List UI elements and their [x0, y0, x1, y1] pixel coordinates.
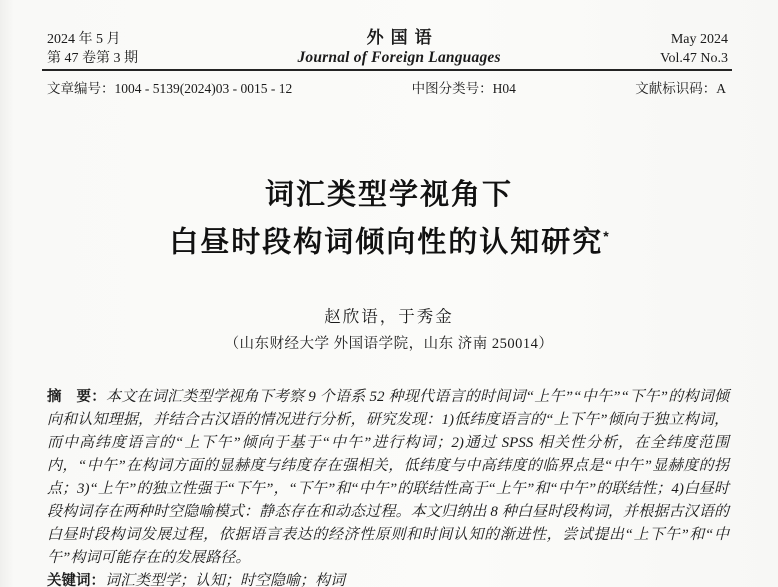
keywords-text: 词汇类型学；认知；时空隐喻；构词 — [105, 573, 346, 587]
clc-number-value: H04 — [492, 81, 516, 96]
title-footnote-mark: * — [603, 228, 609, 244]
article-number-value: 1004 - 5139(2024)03 - 0015 - 12 — [114, 81, 293, 96]
journal-date-cn: 2024 年 5 月 — [47, 32, 121, 47]
keywords-label: 关键词： — [47, 573, 105, 587]
paper-title-line2: 白昼时段构词倾向性的认知研究 — [169, 226, 604, 259]
clc-number-label: 中图分类号： — [411, 81, 493, 96]
document-code-value: A — [716, 81, 726, 96]
journal-volume-cn: 第 47 卷第 3 期 — [47, 51, 138, 66]
abstract-label: 摘 要： — [47, 389, 106, 405]
affiliation: （山东财经大学 外国语学院，山东 济南 250014） — [224, 336, 554, 352]
clc-number — [412, 80, 516, 98]
journal-header-left — [47, 30, 138, 68]
document-code-label: 文献标识码： — [635, 81, 717, 96]
journal-header — [47, 28, 728, 68]
article-number — [47, 80, 292, 98]
abstract-paragraph — [47, 386, 729, 570]
paper-title — [0, 175, 778, 264]
abstract-text: 本文在词汇类型学视角下考察 9 个语系 52 种现代语言的时间词“上午”“中午”“下午”的构词倾向和认知理据，并结合古汉语的情况进行分析，研究发现：1)低纬度语言的“上下午”倾向于独立构词，而中高纬度语言的“上下午”倾向于基于“中午”进行构词；2)通过 SPSS 相关性分析，在全纬度范围内，“中午”在构词方面的显赫度与纬度存在强相关，低纬度与中高纬度的临界点是“中午”显赫度的拐点；3)“上午”的独立性强于“下午”，“下午”和“中午”的联结性高于“上午”和“中午”的联结性；4)白昼时段构词存在两种时空隐喻模式：静态存在和动态过程。本文归纳出 8 种白昼时段构词，并根据古汉语的白昼时段构词发展过程，依据语言表达的经济性原则和时间认知的渐进性，尝试提出“上下午”和“中午”构词可能存在的发展路径。 — [47, 389, 730, 566]
keywords-line — [47, 570, 729, 587]
authors: 赵欣语，于秀金 — [324, 307, 454, 326]
journal-volume-en: Vol.47 No.3 — [660, 51, 728, 66]
journal-date-en: May 2024 — [670, 32, 728, 47]
paper-title-line1: 词汇类型学视角下 — [264, 179, 513, 211]
article-number-label: 文章编号： — [47, 81, 115, 96]
journal-header-center — [297, 28, 500, 68]
document-code — [635, 80, 726, 98]
journal-title-cn: 外国语 — [366, 28, 439, 47]
article-meta-row — [47, 80, 726, 98]
journal-title-en: Journal of Foreign Languages — [297, 49, 501, 66]
abstract-section — [47, 386, 729, 587]
journal-header-right — [660, 30, 728, 68]
header-rule — [42, 69, 732, 71]
